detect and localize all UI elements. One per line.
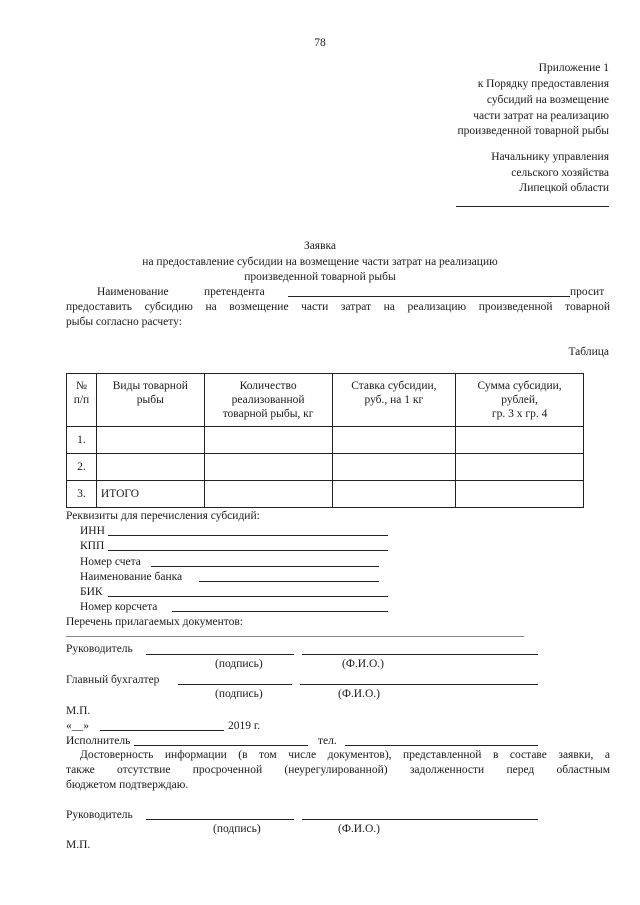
account-number-field[interactable] xyxy=(151,566,379,567)
document-subtitle-2: произведенной товарной рыбы xyxy=(244,271,396,283)
col-header-amount: Сумма субсидии, рублей, гр. 3 х гр. 4 xyxy=(456,374,584,427)
executor-label: Исполнитель xyxy=(66,735,131,747)
document-subtitle: на предоставление субсидии на возмещение части затрат на реализацию xyxy=(142,256,498,268)
rate-cell[interactable] xyxy=(332,427,456,454)
stamp-label: М.П. xyxy=(66,705,91,717)
col-header-fish-type: Виды товарной рыбы xyxy=(96,374,204,427)
account-number-label: Номер счета xyxy=(80,556,141,568)
bik-field[interactable] xyxy=(108,596,388,597)
appendix-line: Приложение 1 xyxy=(538,62,609,74)
amount-cell[interactable] xyxy=(456,454,584,481)
confirmation-line-2: также отсутствие просроченной (неурегулированной) задолженности перед областным xyxy=(66,764,610,776)
confirmation-line-1: Достоверность информации (в том числе документов), представленной в составе заявки, а xyxy=(80,749,610,761)
document-title: Заявка xyxy=(303,240,337,252)
phone-field[interactable] xyxy=(345,745,538,746)
kpp-field[interactable] xyxy=(108,550,388,551)
head-signature-line[interactable] xyxy=(146,819,294,820)
addressee-signature-line xyxy=(456,206,609,207)
accountant-signature-line[interactable] xyxy=(178,684,292,685)
rate-cell[interactable] xyxy=(332,454,456,481)
date-year: 2019 г. xyxy=(228,720,261,732)
applicant-label: претендента xyxy=(204,286,265,298)
col-header-rate: Ставка субсидии, руб., на 1 кг xyxy=(332,374,456,427)
name-hint: (Ф.И.О.) xyxy=(338,688,380,700)
inn-label: ИНН xyxy=(80,525,105,537)
signature-hint: (подпись) xyxy=(215,688,263,700)
bank-name-field[interactable] xyxy=(199,581,379,582)
col-header-num: № п/п xyxy=(67,374,97,427)
executor-name-line[interactable] xyxy=(134,745,308,746)
addressee-line: сельского хозяйства xyxy=(511,167,609,179)
addressee-line: Начальнику управления xyxy=(491,151,609,163)
applicant-name-line xyxy=(288,296,570,297)
phone-label: тел. xyxy=(318,735,337,747)
corr-account-field[interactable] xyxy=(172,611,388,612)
amount-cell[interactable] xyxy=(456,427,584,454)
rate-cell[interactable] xyxy=(332,481,456,508)
amount-cell[interactable] xyxy=(456,481,584,508)
row-number: 3. xyxy=(67,481,97,508)
accountant-label: Главный бухгалтер xyxy=(66,674,160,686)
signature-hint: (подпись) xyxy=(215,658,263,670)
addressee-line: Липецкой области xyxy=(519,182,609,194)
documents-label: Перечень прилагаемых документов: xyxy=(66,616,244,628)
requests-word: просит xyxy=(570,286,605,298)
row-number: 1. xyxy=(67,427,97,454)
requisites-heading: Реквизиты для перечисления субсидий: xyxy=(66,510,260,522)
head-name-line[interactable] xyxy=(302,819,538,820)
head-name-line[interactable] xyxy=(302,654,538,655)
table-row xyxy=(67,427,584,454)
appendix-line: произведенной товарной рыбы xyxy=(457,125,609,137)
subsidy-table xyxy=(66,373,584,508)
date-month-line[interactable] xyxy=(100,730,224,731)
fish-type-cell[interactable] xyxy=(96,454,204,481)
name-hint: (Ф.И.О.) xyxy=(342,658,384,670)
documents-field[interactable] xyxy=(66,636,524,637)
table-caption: Таблица xyxy=(568,346,609,358)
page-number: 78 xyxy=(314,37,326,49)
date-day: «__» xyxy=(66,720,89,732)
table-row xyxy=(67,454,584,481)
total-label: ИТОГО xyxy=(96,481,204,508)
quantity-cell[interactable] xyxy=(204,427,332,454)
name-hint: (Ф.И.О.) xyxy=(338,823,380,835)
stamp-label: М.П. xyxy=(66,839,91,851)
intro-line-3: рыбы согласно расчету: xyxy=(66,316,182,328)
col-header-quantity: Количество реализованной товарной рыбы, кг xyxy=(204,374,332,427)
appendix-line: субсидий на возмещение xyxy=(486,94,609,106)
row-number: 2. xyxy=(67,454,97,481)
inn-field[interactable] xyxy=(108,535,388,536)
appendix-line: части затрат на реализацию xyxy=(473,110,609,122)
name-label: Наименование xyxy=(97,286,169,298)
head-signature-line[interactable] xyxy=(146,654,294,655)
appendix-line: к Порядку предоставления xyxy=(477,78,609,90)
kpp-label: КПП xyxy=(80,540,105,552)
table-row-total xyxy=(67,481,584,508)
table-header-row xyxy=(67,374,584,427)
fish-type-cell[interactable] xyxy=(96,427,204,454)
accountant-name-line[interactable] xyxy=(300,684,538,685)
bank-name-label: Наименование банка xyxy=(80,571,183,583)
head-label: Руководитель xyxy=(66,809,133,821)
signature-hint: (подпись) xyxy=(213,823,261,835)
intro-line-2: предоставить субсидию на возмещение части затрат на реализацию произведенной товарной xyxy=(66,301,610,313)
bik-label: БИК xyxy=(80,586,103,598)
quantity-cell[interactable] xyxy=(204,481,332,508)
corr-account-label: Номер корсчета xyxy=(80,601,158,613)
quantity-cell[interactable] xyxy=(204,454,332,481)
confirmation-line-3: бюджетом подтверждаю. xyxy=(66,779,189,791)
head-label: Руководитель xyxy=(66,643,133,655)
